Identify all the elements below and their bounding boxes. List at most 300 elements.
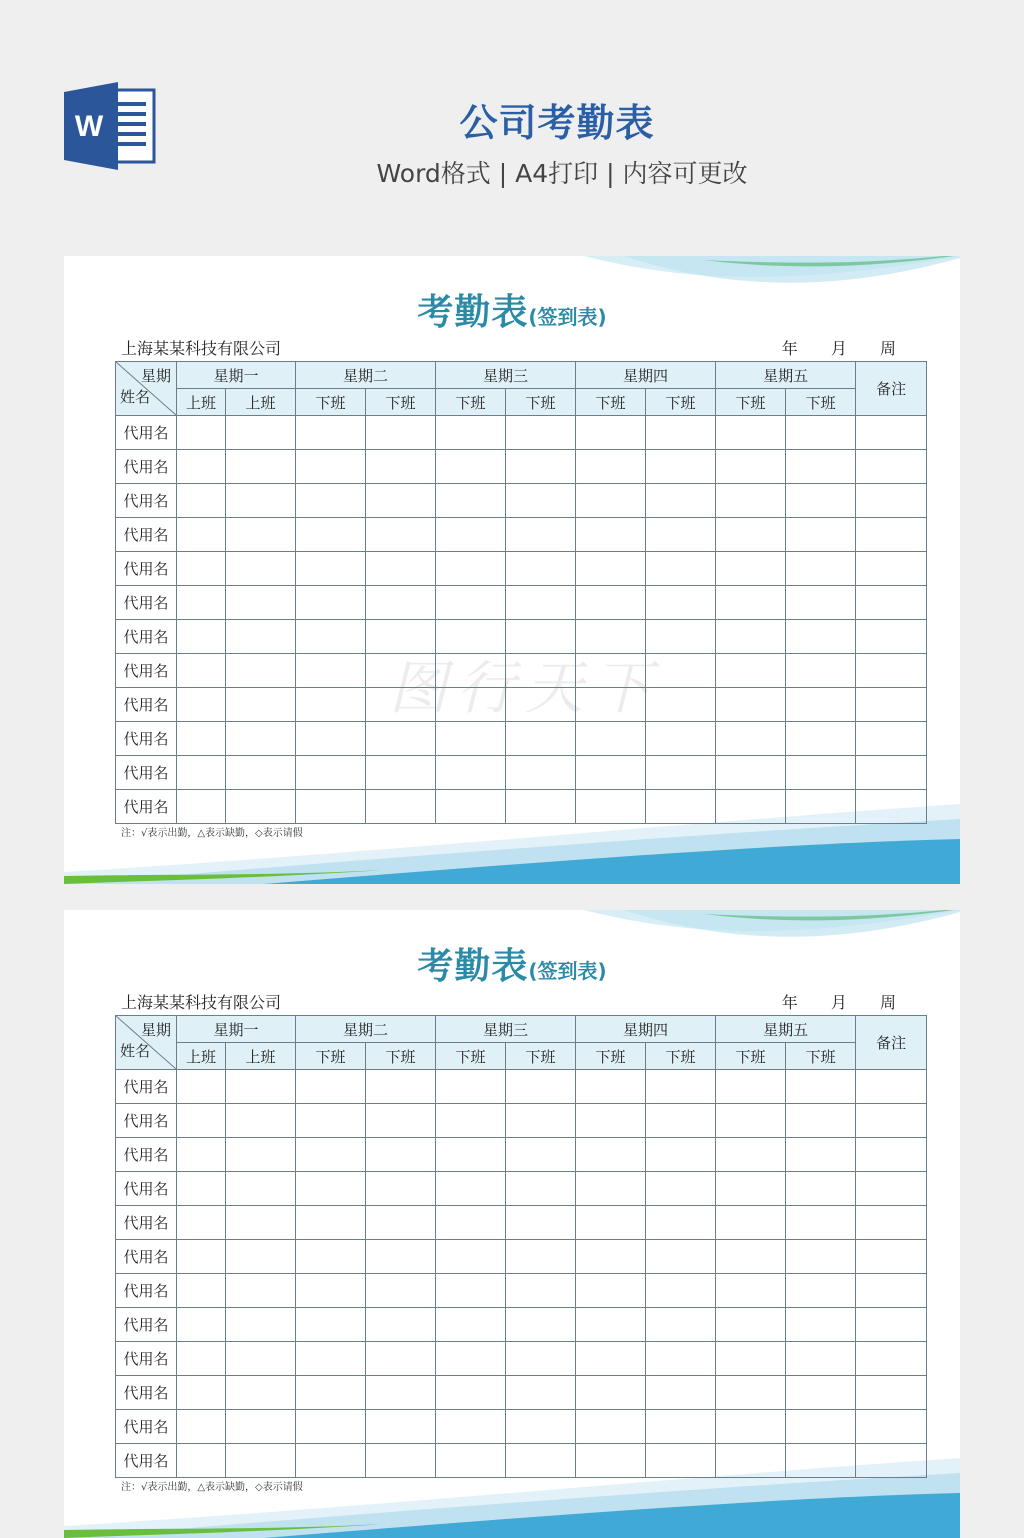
attendance-cell[interactable] bbox=[716, 450, 786, 484]
attendance-cell[interactable] bbox=[226, 518, 296, 552]
attendance-cell[interactable] bbox=[226, 552, 296, 586]
attendance-cell[interactable] bbox=[177, 1444, 226, 1478]
attendance-cell[interactable] bbox=[366, 756, 436, 790]
attendance-cell[interactable] bbox=[716, 484, 786, 518]
attendance-cell[interactable] bbox=[506, 416, 576, 450]
attendance-cell[interactable] bbox=[226, 1342, 296, 1376]
employee-name-cell: 代用名 bbox=[116, 756, 177, 790]
attendance-cell[interactable] bbox=[506, 688, 576, 722]
attendance-cell[interactable] bbox=[226, 1444, 296, 1478]
remarks-cell[interactable] bbox=[856, 1376, 927, 1410]
attendance-cell[interactable] bbox=[786, 586, 856, 620]
attendance-cell[interactable] bbox=[786, 1308, 856, 1342]
attendance-cell[interactable] bbox=[576, 1274, 646, 1308]
attendance-cell[interactable] bbox=[296, 1308, 366, 1342]
attendance-cell[interactable] bbox=[506, 1376, 576, 1410]
attendance-cell[interactable] bbox=[226, 1138, 296, 1172]
attendance-cell[interactable] bbox=[296, 518, 366, 552]
attendance-cell[interactable] bbox=[366, 1410, 436, 1444]
attendance-cell[interactable] bbox=[177, 1104, 226, 1138]
shift-header: 下班 bbox=[576, 1043, 646, 1070]
attendance-cell[interactable] bbox=[716, 1070, 786, 1104]
attendance-cell[interactable] bbox=[296, 756, 366, 790]
attendance-cell[interactable] bbox=[506, 1206, 576, 1240]
attendance-cell[interactable] bbox=[226, 1206, 296, 1240]
attendance-cell[interactable] bbox=[576, 1206, 646, 1240]
attendance-cell[interactable] bbox=[177, 586, 226, 620]
attendance-cell[interactable] bbox=[506, 1410, 576, 1444]
attendance-cell[interactable] bbox=[366, 586, 436, 620]
attendance-cell[interactable] bbox=[716, 1410, 786, 1444]
attendance-cell[interactable] bbox=[646, 654, 716, 688]
attendance-cell[interactable] bbox=[436, 1240, 506, 1274]
attendance-cell[interactable] bbox=[366, 1308, 436, 1342]
attendance-cell[interactable] bbox=[576, 1308, 646, 1342]
attendance-cell[interactable] bbox=[436, 416, 506, 450]
attendance-cell[interactable] bbox=[226, 1240, 296, 1274]
attendance-cell[interactable] bbox=[366, 1376, 436, 1410]
attendance-cell[interactable] bbox=[436, 688, 506, 722]
attendance-cell[interactable] bbox=[646, 1070, 716, 1104]
attendance-cell[interactable] bbox=[436, 450, 506, 484]
week-label: 周 bbox=[879, 339, 896, 358]
attendance-cell[interactable] bbox=[506, 790, 576, 824]
remarks-cell[interactable] bbox=[856, 790, 927, 824]
attendance-cell[interactable] bbox=[436, 1444, 506, 1478]
attendance-cell[interactable] bbox=[506, 1138, 576, 1172]
attendance-cell[interactable] bbox=[177, 416, 226, 450]
attendance-cell[interactable] bbox=[506, 1444, 576, 1478]
attendance-cell[interactable] bbox=[646, 416, 716, 450]
attendance-cell[interactable] bbox=[366, 1172, 436, 1206]
attendance-cell[interactable] bbox=[646, 790, 716, 824]
attendance-cell[interactable] bbox=[506, 1240, 576, 1274]
attendance-cell[interactable] bbox=[716, 552, 786, 586]
attendance-cell[interactable] bbox=[296, 688, 366, 722]
attendance-cell[interactable] bbox=[177, 1376, 226, 1410]
remarks-header: 备注 bbox=[856, 1016, 927, 1070]
employee-name-cell: 代用名 bbox=[116, 790, 177, 824]
attendance-cell[interactable] bbox=[296, 552, 366, 586]
day-header: 星期三 bbox=[436, 362, 576, 389]
attendance-cell[interactable] bbox=[716, 1206, 786, 1240]
attendance-cell[interactable] bbox=[646, 1240, 716, 1274]
attendance-cell[interactable] bbox=[366, 1240, 436, 1274]
attendance-cell[interactable] bbox=[436, 1206, 506, 1240]
attendance-cell[interactable] bbox=[226, 790, 296, 824]
attendance-cell[interactable] bbox=[576, 1240, 646, 1274]
attendance-cell[interactable] bbox=[786, 1172, 856, 1206]
remarks-cell[interactable] bbox=[856, 1206, 927, 1240]
attendance-cell[interactable] bbox=[506, 654, 576, 688]
attendance-cell[interactable] bbox=[506, 1172, 576, 1206]
attendance-cell[interactable] bbox=[576, 450, 646, 484]
attendance-cell[interactable] bbox=[177, 1070, 226, 1104]
attendance-cell[interactable] bbox=[296, 1172, 366, 1206]
attendance-cell[interactable] bbox=[436, 620, 506, 654]
attendance-cell[interactable] bbox=[366, 1138, 436, 1172]
attendance-cell[interactable] bbox=[506, 722, 576, 756]
table-row bbox=[116, 1274, 927, 1308]
attendance-cell[interactable] bbox=[296, 450, 366, 484]
attendance-cell[interactable] bbox=[366, 1342, 436, 1376]
period-fields bbox=[754, 336, 896, 359]
attendance-cell[interactable] bbox=[436, 518, 506, 552]
attendance-cell[interactable] bbox=[506, 450, 576, 484]
attendance-cell[interactable] bbox=[506, 620, 576, 654]
attendance-cell[interactable] bbox=[646, 1342, 716, 1376]
attendance-cell[interactable] bbox=[506, 484, 576, 518]
attendance-cell[interactable] bbox=[716, 1308, 786, 1342]
attendance-cell[interactable] bbox=[506, 1274, 576, 1308]
corner-weekday-label: 星期 bbox=[140, 1021, 171, 1039]
shift-header: 下班 bbox=[436, 1043, 506, 1070]
shift-header: 下班 bbox=[576, 389, 646, 416]
attendance-cell[interactable] bbox=[646, 688, 716, 722]
attendance-cell[interactable] bbox=[646, 1444, 716, 1478]
attendance-cell[interactable] bbox=[177, 654, 226, 688]
page-title: 公司考勤表 bbox=[459, 101, 655, 145]
attendance-cell[interactable] bbox=[716, 416, 786, 450]
attendance-cell[interactable] bbox=[296, 586, 366, 620]
remarks-cell[interactable] bbox=[856, 1172, 927, 1206]
attendance-cell[interactable] bbox=[366, 484, 436, 518]
sheet-title-main: 考勤表 bbox=[417, 946, 529, 987]
attendance-cell[interactable] bbox=[716, 518, 786, 552]
attendance-cell[interactable] bbox=[366, 1206, 436, 1240]
attendance-cell[interactable] bbox=[296, 1410, 366, 1444]
attendance-cell[interactable] bbox=[296, 1274, 366, 1308]
table-row bbox=[116, 1104, 927, 1138]
employee-name-cell: 代用名 bbox=[116, 1104, 177, 1138]
attendance-cell[interactable] bbox=[646, 1206, 716, 1240]
attendance-cell[interactable] bbox=[366, 1104, 436, 1138]
remarks-cell[interactable] bbox=[856, 620, 927, 654]
attendance-cell[interactable] bbox=[506, 1104, 576, 1138]
attendance-cell[interactable] bbox=[436, 1342, 506, 1376]
attendance-cell[interactable] bbox=[436, 1138, 506, 1172]
attendance-cell[interactable] bbox=[226, 654, 296, 688]
attendance-cell[interactable] bbox=[226, 1410, 296, 1444]
attendance-cell[interactable] bbox=[716, 586, 786, 620]
attendance-cell[interactable] bbox=[506, 552, 576, 586]
attendance-cell[interactable] bbox=[716, 1240, 786, 1274]
attendance-cell[interactable] bbox=[716, 1274, 786, 1308]
attendance-cell[interactable] bbox=[366, 518, 436, 552]
attendance-cell[interactable] bbox=[177, 552, 226, 586]
attendance-cell[interactable] bbox=[296, 1138, 366, 1172]
attendance-cell[interactable] bbox=[366, 1274, 436, 1308]
remarks-cell[interactable] bbox=[856, 1410, 927, 1444]
attendance-cell[interactable] bbox=[576, 654, 646, 688]
remarks-cell[interactable] bbox=[856, 1240, 927, 1274]
attendance-cell[interactable] bbox=[576, 1172, 646, 1206]
shift-header-row bbox=[116, 1043, 927, 1070]
shift-header: 下班 bbox=[436, 389, 506, 416]
attendance-cell[interactable] bbox=[366, 450, 436, 484]
attendance-cell[interactable] bbox=[786, 1410, 856, 1444]
attendance-cell[interactable] bbox=[226, 1172, 296, 1206]
remarks-cell[interactable] bbox=[856, 450, 927, 484]
attendance-cell[interactable] bbox=[646, 1376, 716, 1410]
attendance-cell[interactable] bbox=[177, 518, 226, 552]
attendance-cell[interactable] bbox=[576, 552, 646, 586]
attendance-cell[interactable] bbox=[576, 1138, 646, 1172]
attendance-cell[interactable] bbox=[177, 484, 226, 518]
attendance-cell[interactable] bbox=[226, 688, 296, 722]
attendance-cell[interactable] bbox=[716, 1138, 786, 1172]
attendance-cell[interactable] bbox=[576, 688, 646, 722]
attendance-cell[interactable] bbox=[177, 620, 226, 654]
attendance-cell[interactable] bbox=[786, 1206, 856, 1240]
remarks-cell[interactable] bbox=[856, 756, 927, 790]
attendance-cell[interactable] bbox=[226, 756, 296, 790]
attendance-cell[interactable] bbox=[177, 756, 226, 790]
table-row bbox=[116, 790, 927, 824]
attendance-cell[interactable] bbox=[506, 1342, 576, 1376]
attendance-cell[interactable] bbox=[716, 1104, 786, 1138]
attendance-cell[interactable] bbox=[716, 756, 786, 790]
remarks-cell[interactable] bbox=[856, 552, 927, 586]
attendance-cell[interactable] bbox=[786, 1104, 856, 1138]
attendance-cell[interactable] bbox=[366, 1070, 436, 1104]
attendance-cell[interactable] bbox=[436, 1410, 506, 1444]
attendance-cell[interactable] bbox=[226, 450, 296, 484]
table-row bbox=[116, 722, 927, 756]
attendance-cell[interactable] bbox=[716, 722, 786, 756]
attendance-cell[interactable] bbox=[576, 1376, 646, 1410]
attendance-cell[interactable] bbox=[716, 620, 786, 654]
attendance-cell[interactable] bbox=[576, 484, 646, 518]
remarks-cell[interactable] bbox=[856, 1444, 927, 1478]
attendance-cell[interactable] bbox=[716, 1376, 786, 1410]
attendance-cell[interactable] bbox=[646, 722, 716, 756]
attendance-cell[interactable] bbox=[177, 1138, 226, 1172]
attendance-cell[interactable] bbox=[436, 1104, 506, 1138]
attendance-cell[interactable] bbox=[177, 1172, 226, 1206]
attendance-cell[interactable] bbox=[716, 654, 786, 688]
attendance-cell[interactable] bbox=[296, 654, 366, 688]
attendance-cell[interactable] bbox=[646, 586, 716, 620]
attendance-cell[interactable] bbox=[716, 1172, 786, 1206]
attendance-cell[interactable] bbox=[646, 756, 716, 790]
attendance-cell[interactable] bbox=[716, 1444, 786, 1478]
attendance-cell[interactable] bbox=[177, 1410, 226, 1444]
attendance-cell[interactable] bbox=[177, 1274, 226, 1308]
attendance-cell[interactable] bbox=[436, 484, 506, 518]
attendance-cell[interactable] bbox=[646, 450, 716, 484]
attendance-cell[interactable] bbox=[436, 586, 506, 620]
attendance-cell[interactable] bbox=[296, 722, 366, 756]
attendance-cell[interactable] bbox=[177, 722, 226, 756]
attendance-cell[interactable] bbox=[646, 620, 716, 654]
attendance-cell[interactable] bbox=[576, 722, 646, 756]
attendance-cell[interactable] bbox=[786, 1444, 856, 1478]
attendance-cell[interactable] bbox=[436, 654, 506, 688]
attendance-cell[interactable] bbox=[786, 552, 856, 586]
attendance-cell[interactable] bbox=[436, 1376, 506, 1410]
remarks-cell[interactable] bbox=[856, 1274, 927, 1308]
attendance-cell[interactable] bbox=[436, 552, 506, 586]
attendance-cell[interactable] bbox=[646, 552, 716, 586]
attendance-cell[interactable] bbox=[576, 790, 646, 824]
attendance-cell[interactable] bbox=[226, 620, 296, 654]
attendance-cell[interactable] bbox=[646, 518, 716, 552]
attendance-cell[interactable] bbox=[177, 1342, 226, 1376]
employee-name-cell: 代用名 bbox=[116, 1206, 177, 1240]
attendance-cell[interactable] bbox=[716, 790, 786, 824]
attendance-cell[interactable] bbox=[226, 1104, 296, 1138]
attendance-cell[interactable] bbox=[786, 416, 856, 450]
attendance-cell[interactable] bbox=[786, 518, 856, 552]
attendance-cell[interactable] bbox=[177, 790, 226, 824]
attendance-cell[interactable] bbox=[576, 1410, 646, 1444]
remarks-cell[interactable] bbox=[856, 1070, 927, 1104]
table-row bbox=[116, 1342, 927, 1376]
attendance-cell[interactable] bbox=[646, 1308, 716, 1342]
table-row bbox=[116, 756, 927, 790]
attendance-cell[interactable] bbox=[506, 518, 576, 552]
employee-name-cell: 代用名 bbox=[116, 518, 177, 552]
attendance-cell[interactable] bbox=[226, 1070, 296, 1104]
attendance-cell[interactable] bbox=[646, 1274, 716, 1308]
attendance-cell[interactable] bbox=[786, 688, 856, 722]
attendance-cell[interactable] bbox=[576, 1104, 646, 1138]
attendance-cell[interactable] bbox=[296, 790, 366, 824]
attendance-cell[interactable] bbox=[576, 416, 646, 450]
attendance-cell[interactable] bbox=[436, 756, 506, 790]
attendance-cell[interactable] bbox=[576, 518, 646, 552]
attendance-cell[interactable] bbox=[366, 722, 436, 756]
sheet-title bbox=[64, 938, 960, 989]
remarks-cell[interactable] bbox=[856, 1342, 927, 1376]
attendance-cell[interactable] bbox=[436, 1308, 506, 1342]
attendance-cell[interactable] bbox=[576, 1342, 646, 1376]
attendance-cell[interactable] bbox=[366, 552, 436, 586]
attendance-cell[interactable] bbox=[716, 688, 786, 722]
attendance-cell[interactable] bbox=[786, 756, 856, 790]
page-subtitle: Word格式 | A4打印 | 内容可更改 bbox=[376, 159, 748, 188]
attendance-cell[interactable] bbox=[296, 1342, 366, 1376]
attendance-cell[interactable] bbox=[436, 1172, 506, 1206]
attendance-cell[interactable] bbox=[786, 1342, 856, 1376]
attendance-cell[interactable] bbox=[786, 1070, 856, 1104]
attendance-cell[interactable] bbox=[296, 1104, 366, 1138]
legend-note: 注：√表示出勤，△表示缺勤，◇表示请假 bbox=[121, 828, 303, 839]
attendance-cell[interactable] bbox=[177, 688, 226, 722]
attendance-cell[interactable] bbox=[646, 1138, 716, 1172]
company-name: 上海某某科技有限公司 bbox=[121, 339, 282, 358]
attendance-cell[interactable] bbox=[296, 1070, 366, 1104]
attendance-cell[interactable] bbox=[786, 722, 856, 756]
employee-name-cell: 代用名 bbox=[116, 1240, 177, 1274]
attendance-cell[interactable] bbox=[226, 586, 296, 620]
attendance-cell[interactable] bbox=[786, 620, 856, 654]
attendance-cell[interactable] bbox=[576, 1444, 646, 1478]
remarks-cell[interactable] bbox=[856, 1308, 927, 1342]
attendance-cell[interactable] bbox=[177, 450, 226, 484]
attendance-cell[interactable] bbox=[226, 1274, 296, 1308]
attendance-cell[interactable] bbox=[786, 450, 856, 484]
attendance-cell[interactable] bbox=[177, 1206, 226, 1240]
shift-header: 上班 bbox=[177, 1043, 226, 1070]
attendance-cell[interactable] bbox=[576, 620, 646, 654]
attendance-cell[interactable] bbox=[436, 1070, 506, 1104]
attendance-cell[interactable] bbox=[786, 790, 856, 824]
attendance-cell[interactable] bbox=[226, 722, 296, 756]
remarks-cell[interactable] bbox=[856, 1104, 927, 1138]
day-header: 星期一 bbox=[177, 1016, 296, 1043]
attendance-cell[interactable] bbox=[506, 1308, 576, 1342]
remarks-cell[interactable] bbox=[856, 518, 927, 552]
shift-header: 下班 bbox=[716, 1043, 786, 1070]
attendance-cell[interactable] bbox=[786, 1274, 856, 1308]
attendance-cell[interactable] bbox=[296, 1206, 366, 1240]
legend-note: 注：√表示出勤，△表示缺勤，◇表示请假 bbox=[121, 1482, 303, 1493]
attendance-cell[interactable] bbox=[436, 790, 506, 824]
attendance-cell[interactable] bbox=[296, 416, 366, 450]
attendance-cell[interactable] bbox=[226, 1308, 296, 1342]
attendance-cell[interactable] bbox=[646, 1104, 716, 1138]
attendance-cell[interactable] bbox=[716, 1342, 786, 1376]
attendance-cell[interactable] bbox=[436, 1274, 506, 1308]
attendance-cell[interactable] bbox=[576, 1070, 646, 1104]
attendance-cell[interactable] bbox=[646, 484, 716, 518]
corner-weekday-label: 星期 bbox=[140, 367, 171, 385]
attendance-cell[interactable] bbox=[646, 1172, 716, 1206]
attendance-cell[interactable] bbox=[786, 1376, 856, 1410]
attendance-cell[interactable] bbox=[366, 790, 436, 824]
attendance-cell[interactable] bbox=[786, 484, 856, 518]
attendance-cell[interactable] bbox=[296, 620, 366, 654]
attendance-cell[interactable] bbox=[506, 586, 576, 620]
remarks-cell[interactable] bbox=[856, 688, 927, 722]
attendance-cell[interactable] bbox=[436, 722, 506, 756]
remarks-cell[interactable] bbox=[856, 654, 927, 688]
attendance-cell[interactable] bbox=[506, 756, 576, 790]
attendance-cell[interactable] bbox=[177, 1308, 226, 1342]
attendance-cell[interactable] bbox=[177, 1240, 226, 1274]
attendance-cell[interactable] bbox=[366, 688, 436, 722]
attendance-cell[interactable] bbox=[226, 484, 296, 518]
attendance-cell[interactable] bbox=[226, 416, 296, 450]
attendance-cell[interactable] bbox=[366, 1444, 436, 1478]
attendance-cell[interactable] bbox=[646, 1410, 716, 1444]
attendance-cell[interactable] bbox=[366, 620, 436, 654]
shift-header: 下班 bbox=[296, 1043, 366, 1070]
attendance-cell[interactable] bbox=[366, 416, 436, 450]
remarks-cell[interactable] bbox=[856, 416, 927, 450]
attendance-cell[interactable] bbox=[296, 484, 366, 518]
attendance-cell[interactable] bbox=[296, 1376, 366, 1410]
attendance-cell[interactable] bbox=[226, 1376, 296, 1410]
employee-name-cell: 代用名 bbox=[116, 1376, 177, 1410]
attendance-cell[interactable] bbox=[296, 1240, 366, 1274]
attendance-cell[interactable] bbox=[576, 756, 646, 790]
attendance-cell[interactable] bbox=[786, 1138, 856, 1172]
month-label: 月 bbox=[830, 339, 847, 358]
attendance-cell[interactable] bbox=[576, 586, 646, 620]
attendance-cell[interactable] bbox=[786, 654, 856, 688]
attendance-cell[interactable] bbox=[786, 1240, 856, 1274]
remarks-cell[interactable] bbox=[856, 586, 927, 620]
remarks-cell[interactable] bbox=[856, 722, 927, 756]
remarks-cell[interactable] bbox=[856, 484, 927, 518]
remarks-cell[interactable] bbox=[856, 1138, 927, 1172]
attendance-cell[interactable] bbox=[366, 654, 436, 688]
attendance-cell[interactable] bbox=[506, 1070, 576, 1104]
attendance-cell[interactable] bbox=[296, 1444, 366, 1478]
